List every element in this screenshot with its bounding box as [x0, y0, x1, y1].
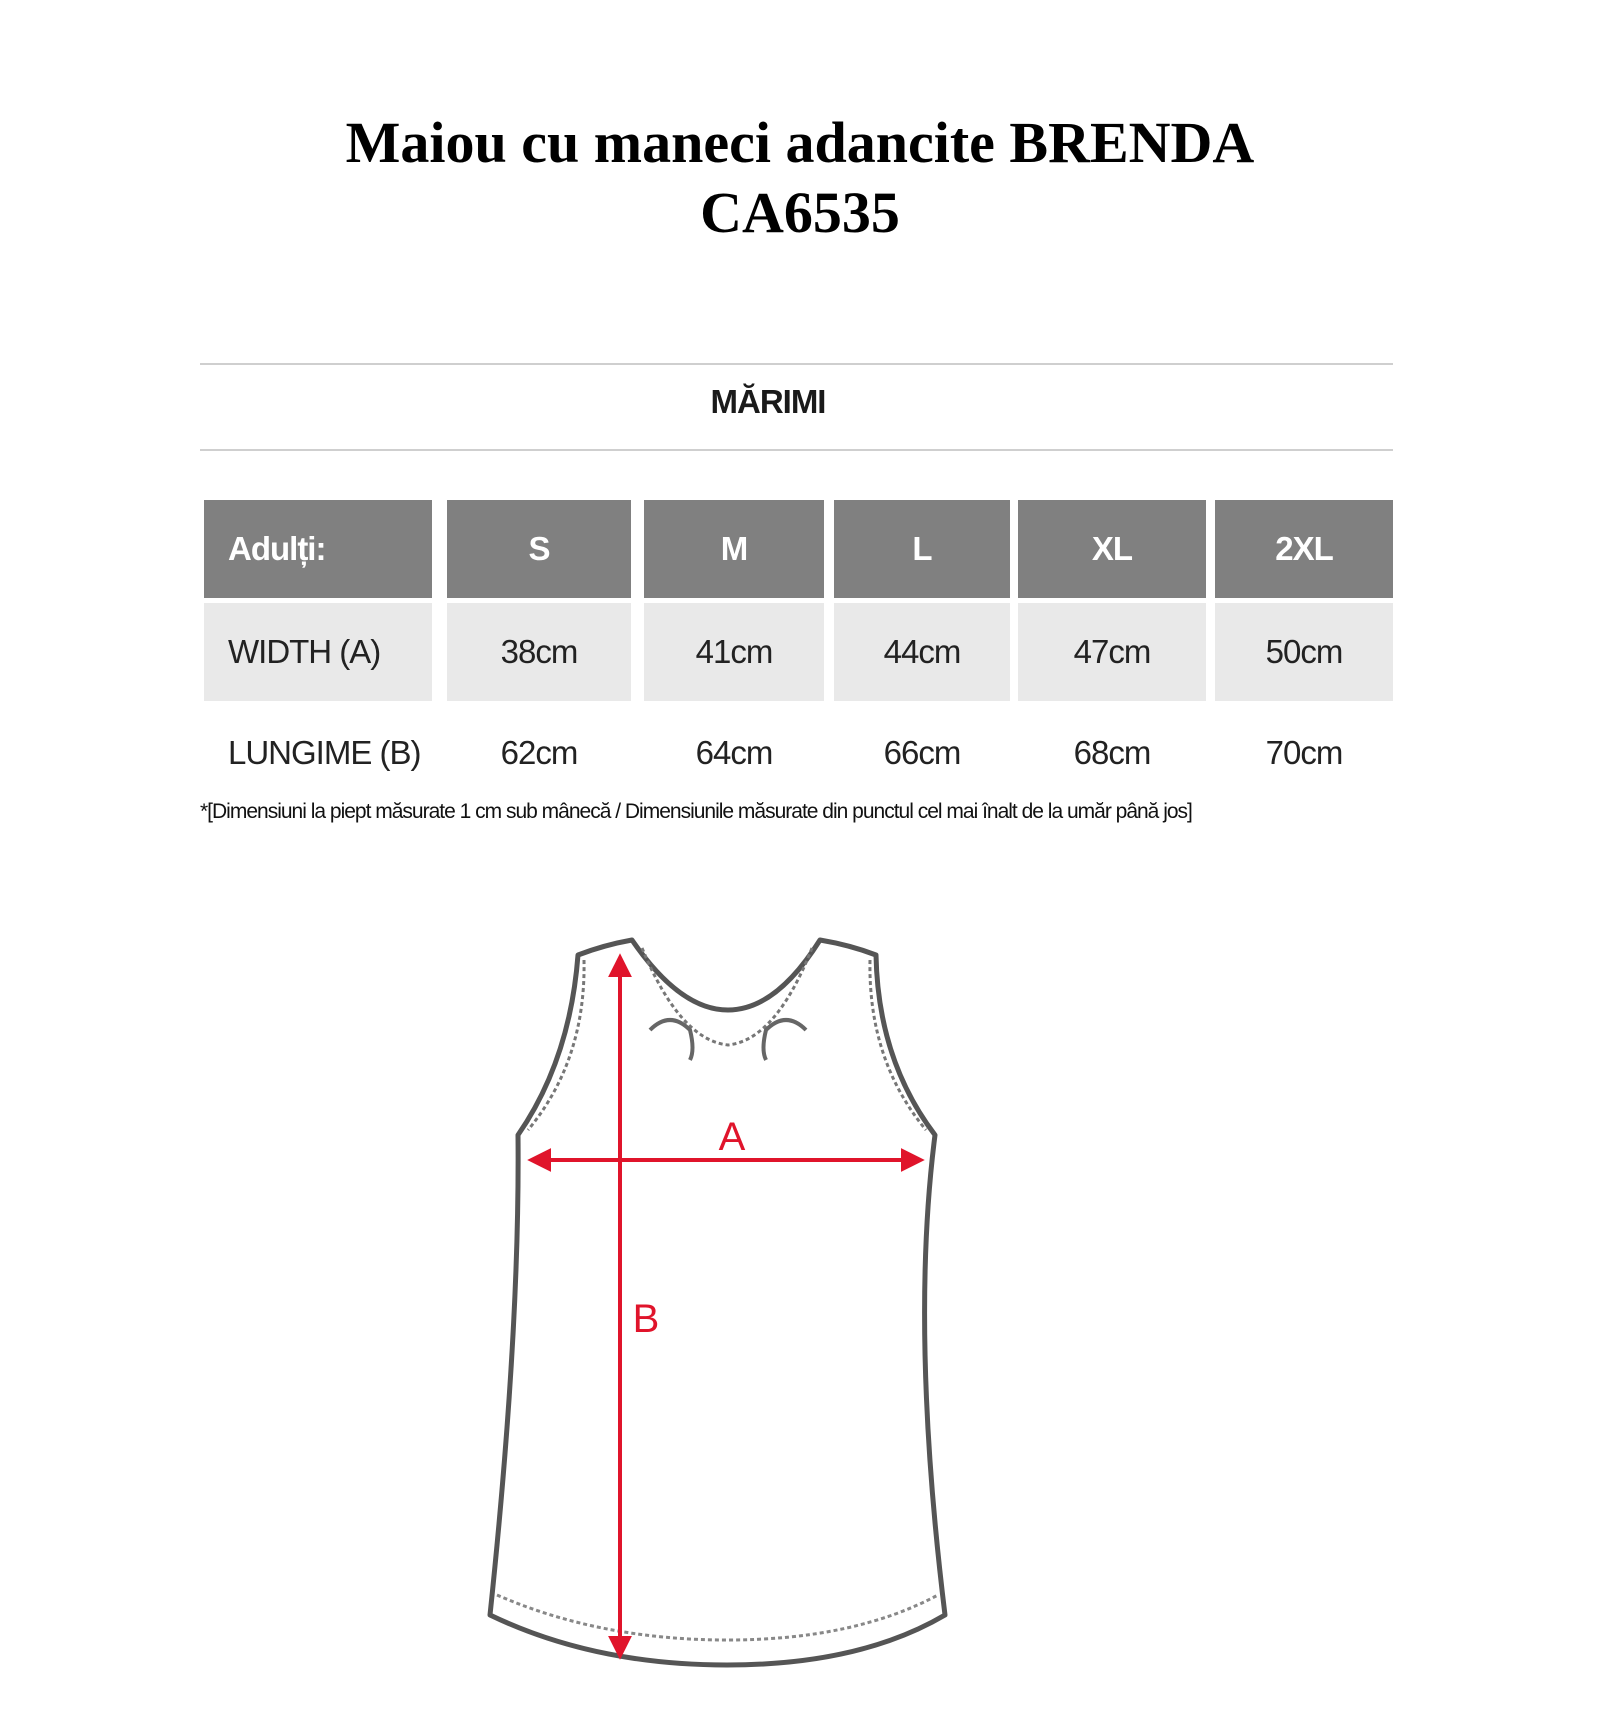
- width-value-xl: 47cm: [1018, 603, 1206, 701]
- header-cell-adults: Adulți:: [204, 500, 432, 598]
- product-title: [0, 108, 1600, 248]
- header-cell-2xl: 2XL: [1215, 500, 1393, 598]
- measurement-note: *[Dimensiuni la piept măsurate 1 cm sub mânecă / Dimensiunile măsurate din punctul cel mai înalt de la umăr până jos]: [200, 800, 1192, 823]
- header-cell-s: S: [447, 500, 631, 598]
- length-value-m: 64cm: [644, 704, 824, 802]
- length-label: B: [632, 1297, 660, 1341]
- tank-top-diagram: [470, 920, 990, 1680]
- hem-seam: [497, 1595, 938, 1640]
- header-cell-l: L: [834, 500, 1010, 598]
- racerback-seam-left: [650, 1020, 693, 1060]
- product-title-line1: Maiou cu maneci adancite BRENDA: [345, 110, 1255, 175]
- table-row-length: [200, 704, 1393, 802]
- width-value-2xl: 50cm: [1215, 603, 1393, 701]
- table-row-width: [200, 603, 1393, 701]
- row-label-length: LUNGIME (B): [204, 704, 432, 802]
- product-title-line2: CA6535: [700, 180, 900, 245]
- sizes-heading: MĂRIMI: [710, 383, 826, 420]
- width-value-m: 41cm: [644, 603, 824, 701]
- header-cell-xl: XL: [1018, 500, 1206, 598]
- length-value-xl: 68cm: [1018, 704, 1206, 802]
- width-value-l: 44cm: [834, 603, 1010, 701]
- top-divider: [200, 363, 1393, 365]
- bottom-divider: [200, 449, 1393, 451]
- tank-top-outline: [490, 940, 945, 1665]
- length-value-2xl: 70cm: [1215, 704, 1393, 802]
- size-table-header: [200, 500, 1393, 598]
- racerback-seam-right: [764, 1020, 807, 1060]
- row-label-width: WIDTH (A): [204, 603, 432, 701]
- width-label: A: [718, 1115, 746, 1159]
- length-value-l: 66cm: [834, 704, 1010, 802]
- neckline-seam: [642, 948, 812, 1045]
- length-value-s: 62cm: [447, 704, 631, 802]
- header-cell-m: M: [644, 500, 824, 598]
- width-value-s: 38cm: [447, 603, 631, 701]
